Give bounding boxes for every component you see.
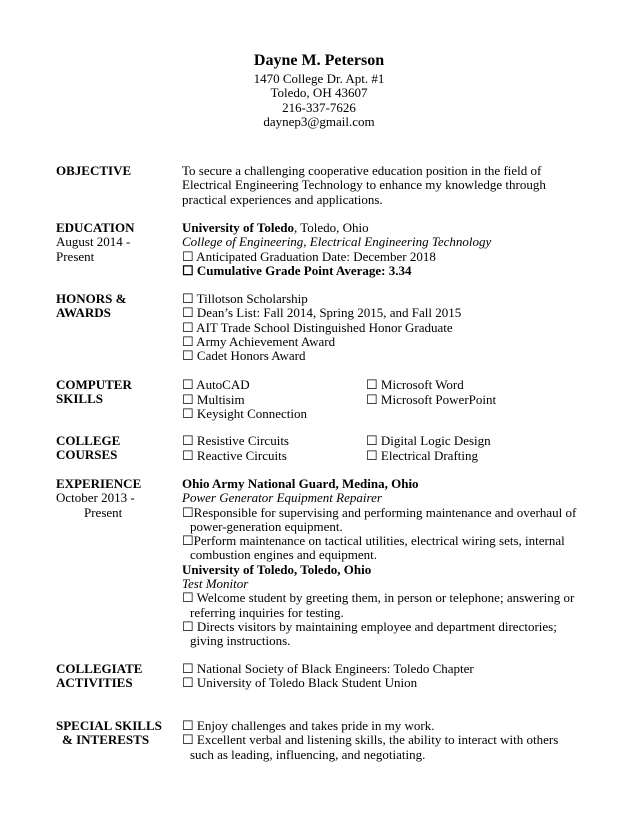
section-heading: EDUCATION	[56, 220, 135, 235]
activities-label	[56, 662, 176, 691]
section-heading: EXPERIENCE	[56, 476, 142, 491]
section-heading: AWARDS	[56, 305, 111, 321]
computer-skills-list	[182, 378, 612, 421]
list-item: ☐ AutoCAD	[182, 377, 250, 392]
list-item: ☐ Excellent verbal and listening skills, the ability to interact with others	[182, 732, 559, 748]
activities-list	[182, 662, 612, 691]
list-item: ☐ University of Toledo Black Student Union	[182, 675, 418, 691]
honors-label	[56, 292, 176, 321]
section-heading: OBJECTIVE	[56, 163, 132, 178]
list-item: ☐ Enjoy challenges and takes pride in my work.	[182, 718, 435, 733]
gpa: ☐ Cumulative Grade Point Average: 3.34	[182, 262, 412, 278]
experience-date-end: Present	[84, 504, 123, 520]
email-address: daynep3@gmail.com	[263, 113, 375, 129]
job-duty-continued: giving instructions.	[190, 633, 291, 649]
text-line: Electrical Engineering Technology to enhance my knowledge through	[182, 177, 546, 193]
list-item: ☐ National Society of Black Engineers: Toledo Chapter	[182, 661, 474, 676]
address-line-2: Toledo, OH 43607	[270, 85, 368, 101]
school-name: University of Toledo	[182, 220, 294, 235]
list-item: ☐ Resistive Circuits	[182, 433, 289, 448]
list-item: ☐ Electrical Drafting	[366, 448, 478, 463]
graduation-date: ☐ Anticipated Graduation Date: December 2018	[182, 248, 436, 264]
list-item: ☐ Reactive Circuits	[182, 448, 287, 463]
section-heading: ACTIVITIES	[56, 675, 133, 691]
list-item: ☐ Keysight Connection	[182, 406, 308, 421]
job-duty: ☐Responsible for supervising and performing maintenance and overhaul of	[182, 504, 577, 520]
text-line: To secure a challenging cooperative education position in the field of	[182, 163, 542, 178]
job-duty-continued: referring inquiries for testing.	[190, 604, 344, 620]
list-item: ☐ Microsoft Word	[366, 377, 464, 392]
job-organization: Ohio Army National Guard, Medina, Ohio	[182, 476, 419, 491]
objective-text	[182, 164, 612, 207]
text-line: practical experiences and applications.	[182, 191, 383, 207]
job-duty: ☐ Directs visitors by maintaining employee and department directories;	[182, 618, 557, 634]
address-line-1: 1470 College Dr. Apt. #1	[253, 71, 385, 86]
section-heading: SPECIAL SKILLS	[56, 718, 162, 733]
job-duty-continued: power-generation equipment.	[190, 518, 343, 534]
candidate-name: Dayne M. Peterson	[253, 52, 385, 69]
list-item: ☐ Tillotson Scholarship	[182, 291, 308, 306]
special-skills-label	[56, 719, 176, 748]
section-heading: COMPUTER	[56, 377, 132, 392]
section-heading: COLLEGIATE	[56, 661, 143, 676]
section-heading: & INTERESTS	[62, 732, 150, 748]
resume-header	[0, 52, 638, 129]
special-skills-list	[182, 719, 612, 762]
job-organization: University of Toledo, Toledo, Ohio	[182, 561, 372, 577]
list-item: ☐ Microsoft PowerPoint	[366, 392, 497, 407]
school-location: , Toledo, Ohio	[293, 220, 369, 235]
section-heading: SKILLS	[56, 391, 103, 407]
education-content	[182, 221, 612, 278]
experience-date-start: October 2013 -	[56, 490, 135, 506]
job-title: Power Generator Equipment Repairer	[182, 490, 382, 506]
education-date-start: August 2014 -	[56, 234, 131, 250]
experience-content	[182, 477, 612, 649]
education-date-end: Present	[56, 248, 95, 264]
job-duty: ☐Perform maintenance on tactical utilities, electrical wiring sets, internal	[182, 533, 565, 549]
courses-label	[56, 434, 176, 463]
list-item: ☐ Digital Logic Design	[366, 433, 491, 448]
phone-number: 216-337-7626	[282, 99, 356, 115]
list-item: ☐ Dean’s List: Fall 2014, Spring 2015, and Fall 2015	[182, 305, 462, 321]
list-item: ☐ Cadet Honors Award	[182, 348, 306, 364]
list-item: ☐ AIT Trade School Distinguished Honor Graduate	[182, 319, 453, 335]
school-line	[182, 221, 612, 235]
job-duty: ☐ Welcome student by greeting them, in person or telephone; answering or	[182, 590, 575, 606]
job-title: Test Monitor	[182, 576, 249, 592]
job-duty-continued: combustion engines and equipment.	[190, 547, 378, 563]
courses-list	[182, 434, 612, 463]
list-item: ☐ Multisim	[182, 392, 245, 407]
college-name: College of Engineering, Electrical Engineering Technology	[182, 234, 492, 250]
computer-skills-label	[56, 378, 176, 407]
list-item: ☐ Army Achievement Award	[182, 333, 336, 349]
education-label	[56, 221, 176, 264]
experience-label	[56, 477, 180, 520]
section-heading: COURSES	[56, 447, 118, 463]
section-heading: HONORS &	[56, 291, 127, 306]
honors-list	[182, 292, 612, 363]
section-heading: COLLEGE	[56, 433, 121, 448]
objective-label	[56, 164, 176, 178]
list-item-continued: such as leading, influencing, and negotiating.	[190, 746, 426, 762]
